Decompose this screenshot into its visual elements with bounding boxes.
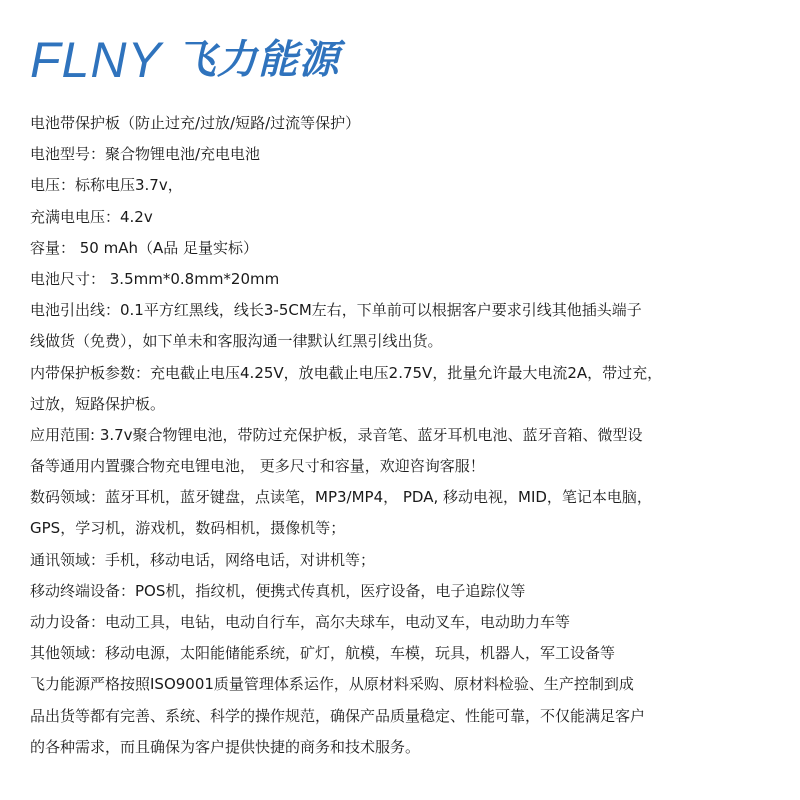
desc-line-power: 动力设备：电动工具，电钻，电动自行车，高尔夫球车，电动叉车，电动助力车等: [30, 613, 571, 631]
desc-line-digital-cont: GPS，学习机，游戏机，数码相机，摄像机等；: [30, 519, 346, 538]
desc-line-mobile-terminal: 移动终端设备：POS机，指纹机，便携式传真机，医疗设备，电子追踪仪等: [30, 581, 526, 600]
desc-line-model: 电池型号：聚合物锂电池/充电电池: [30, 145, 261, 164]
desc-line-application: 应用范围: 3.7v聚合物锂电池，带防过充保护板，录音笔、蓝牙耳机电池、蓝牙音箱、微型设: [30, 425, 643, 444]
desc-line-quality-end: 的各种需求，而且确保为客户提供快捷的商务和技术服务。: [30, 737, 421, 756]
desc-line-application-cont: 备等通用内置骤合物充电锂电池， 更多尺寸和容量，欢迎咨询客服！: [30, 457, 485, 476]
logo-english: FLNY: [30, 32, 162, 88]
desc-line-pcb-params: 内带保护板参数：充电截止电压4.25V，放电截止电压2.75V，批量允许最大电流2A，带过充，: [30, 363, 663, 382]
desc-line-protection: 电池带保护板（防止过充/过放/短路/过流等保护）: [30, 114, 361, 132]
desc-line-lead-wire-cont: 线做货（免费），如下单未和客服沟通一律默认红黑引线出货。: [30, 332, 443, 351]
desc-line-quality-cont: 品出货等都有完善、系统、科学的操作规范，确保产品质量稳定、性能可靠，不仅能满足客户: [30, 706, 646, 725]
desc-line-size: 电池尺寸： 3.5mm*0.8mm*20mm: [30, 269, 280, 288]
product-description: [30, 108, 780, 763]
desc-line-pcb-params-cont: 过放，短路保护板。: [30, 394, 166, 413]
desc-line-other: 其他领域：移动电源，太阳能储能系统，矿灯，航模，车模，玩具，机器人，军工设备等: [30, 644, 616, 663]
desc-line-full-voltage: 充满电电压：4.2v: [30, 207, 153, 226]
desc-line-voltage: 电压：标称电压3.7v，: [30, 176, 183, 195]
desc-line-capacity: 容量： 50 mAh（A品 足量实标）: [30, 238, 259, 257]
desc-line-lead-wire: 电池引出线：0.1平方红黑线，线长3-5CM左右，下单前可以根据客户要求引线其他插头端子: [30, 301, 642, 320]
desc-line-telecom: 通讯领域：手机，移动电话，网络电话，对讲机等；: [30, 550, 376, 569]
logo-chinese: 飞力能源: [175, 37, 340, 83]
brand-logo: [30, 28, 340, 92]
desc-line-quality: 飞力能源严格按照ISO9001质量管理体系运作，从原材料采购、原材料检验、生产控制到成: [30, 675, 634, 694]
desc-line-digital: 数码领域：蓝牙耳机，蓝牙键盘，点读笔，MP3/MP4， PDA, 移动电视，MID，笔记本电脑，: [30, 488, 652, 507]
